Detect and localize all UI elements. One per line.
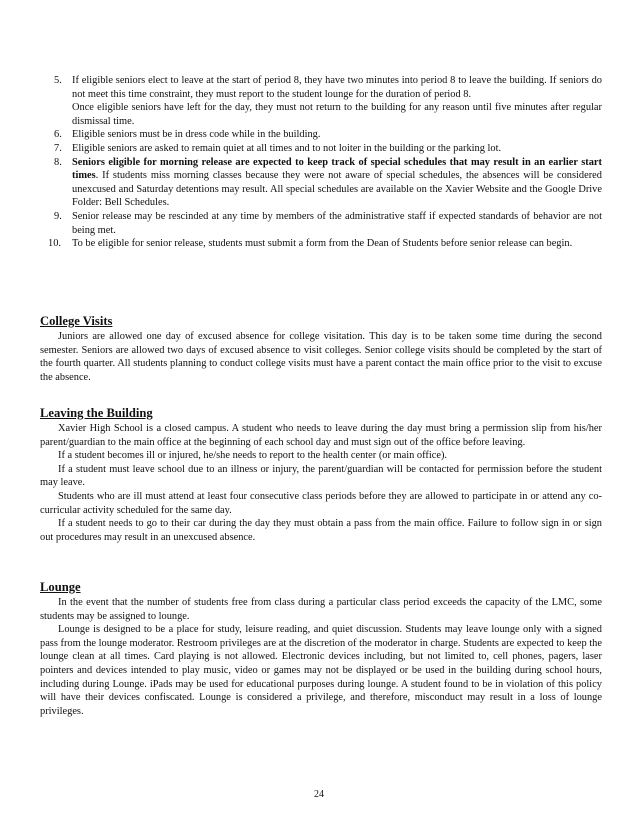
- page-number: 24: [314, 789, 324, 800]
- paragraph: Lounge is designed to be a place for study, leisure reading, and quiet discussion. Students may leave lounge only with a signed pass from the lounge moderator. Restroom privileges are at the discretion of the moderator in charge. Students are expected to keep the lounge clean at all times. Card playing is not allowed. Electronic devices including, but not limited to, cell phones, pagers, laser pointers and devices intended to play music, video or games may not be displayed or be used in the building during school hours, including during Lounge. iPads may be used for educational purposes during lounge. A student found to be in violation of this policy will have their devices confiscated. Lounge is considered a privilege, and therefore, misconduct may result in a loss of lounge privileges.: [40, 624, 602, 717]
- list-text: Eligible seniors must be in dress code while in the building.: [72, 129, 321, 141]
- list-item: [40, 156, 602, 210]
- section-heading: Lounge: [40, 580, 81, 594]
- section-heading: College Visits: [40, 314, 113, 328]
- paragraph: Students who are ill must attend at least four consecutive class periods before they are allowed to participate in or attend any co-curricular activity scheduled for the same day.: [40, 490, 602, 516]
- paragraph: Xavier High School is a closed campus. A student who needs to leave during the day must bring a permission slip from his/her parent/guardian to the main office at the beginning of each school day and must sign out of the office before leaving.: [40, 423, 602, 448]
- list-text-rest: . If students miss morning classes because they were not aware of special schedules, the absences will be considered unexcused and Saturday detentions may result. All special schedules are available on the Xavier Website and the Google Drive Folder: Bell Schedules.: [72, 170, 602, 209]
- list-text-bold: Seniors eligible for morning release are expected to keep track of special schedules that may result in an earlier start times: [72, 156, 602, 182]
- list-text: To be eligible for senior release, students must submit a form from the Dean of Students before senior release can begin.: [72, 238, 573, 250]
- list-number: 5.: [54, 75, 62, 86]
- college-visits-section: [40, 314, 602, 384]
- list-number: 9.: [54, 210, 62, 222]
- list-text-continued: Once eligible seniors have left for the day, they must not return to the building for any reason until five minutes after regular dismissal time.: [72, 102, 602, 127]
- list-text: If eligible seniors elect to leave at the start of period 8, they have two minutes into period 8 to leave the building. If seniors do not meet this time constraint, they must report to the student lounge for the duration of period 8.: [72, 75, 602, 100]
- list-number: 6.: [54, 129, 62, 141]
- section-heading: Leaving the Building: [40, 406, 153, 420]
- list-item: [40, 142, 602, 156]
- list-item: [40, 237, 602, 251]
- paragraph: If a student must leave school due to an illness or injury, the parent/guardian will be contacted for permission before the student may leave.: [40, 463, 602, 489]
- senior-release-list: [40, 74, 602, 251]
- paragraph: Juniors are allowed one day of excused absence for college visitation. This day is to be taken some time during the second semester. Seniors are allowed two days of excused absence to visit colleges. Senior college visits should be completed by the start of the fourth quarter. All students planning to conduct college visits must have a parent contact the main office prior to the visit to excuse the absence.: [40, 331, 602, 383]
- list-text: Senior release may be rescinded at any time by members of the administrative staff if expected standards of behavior are not being met.: [72, 210, 602, 236]
- lounge-section: [40, 580, 602, 718]
- leaving-building-section: [40, 406, 602, 544]
- paragraph: In the event that the number of students free from class during a particular class period exceeds the capacity of the LMC, some students may be assigned to lounge.: [40, 597, 602, 622]
- list-item: [40, 210, 602, 237]
- list-text: Eligible seniors are asked to remain quiet at all times and to not loiter in the building or the parking lot.: [72, 142, 502, 154]
- paragraph: If a student needs to go to their car during the day they must obtain a pass from the main office. Failure to follow sign in or sign out procedures may result in an unexcused absence.: [40, 518, 602, 543]
- list-number: 7.: [54, 142, 62, 154]
- list-number: 8.: [54, 156, 62, 168]
- list-number: 10.: [48, 238, 61, 250]
- list-item: [40, 74, 602, 128]
- list-item: [40, 128, 602, 142]
- list-text: [72, 156, 602, 210]
- paragraph: If a student becomes ill or injured, he/she needs to report to the health center (or main office).: [58, 450, 448, 462]
